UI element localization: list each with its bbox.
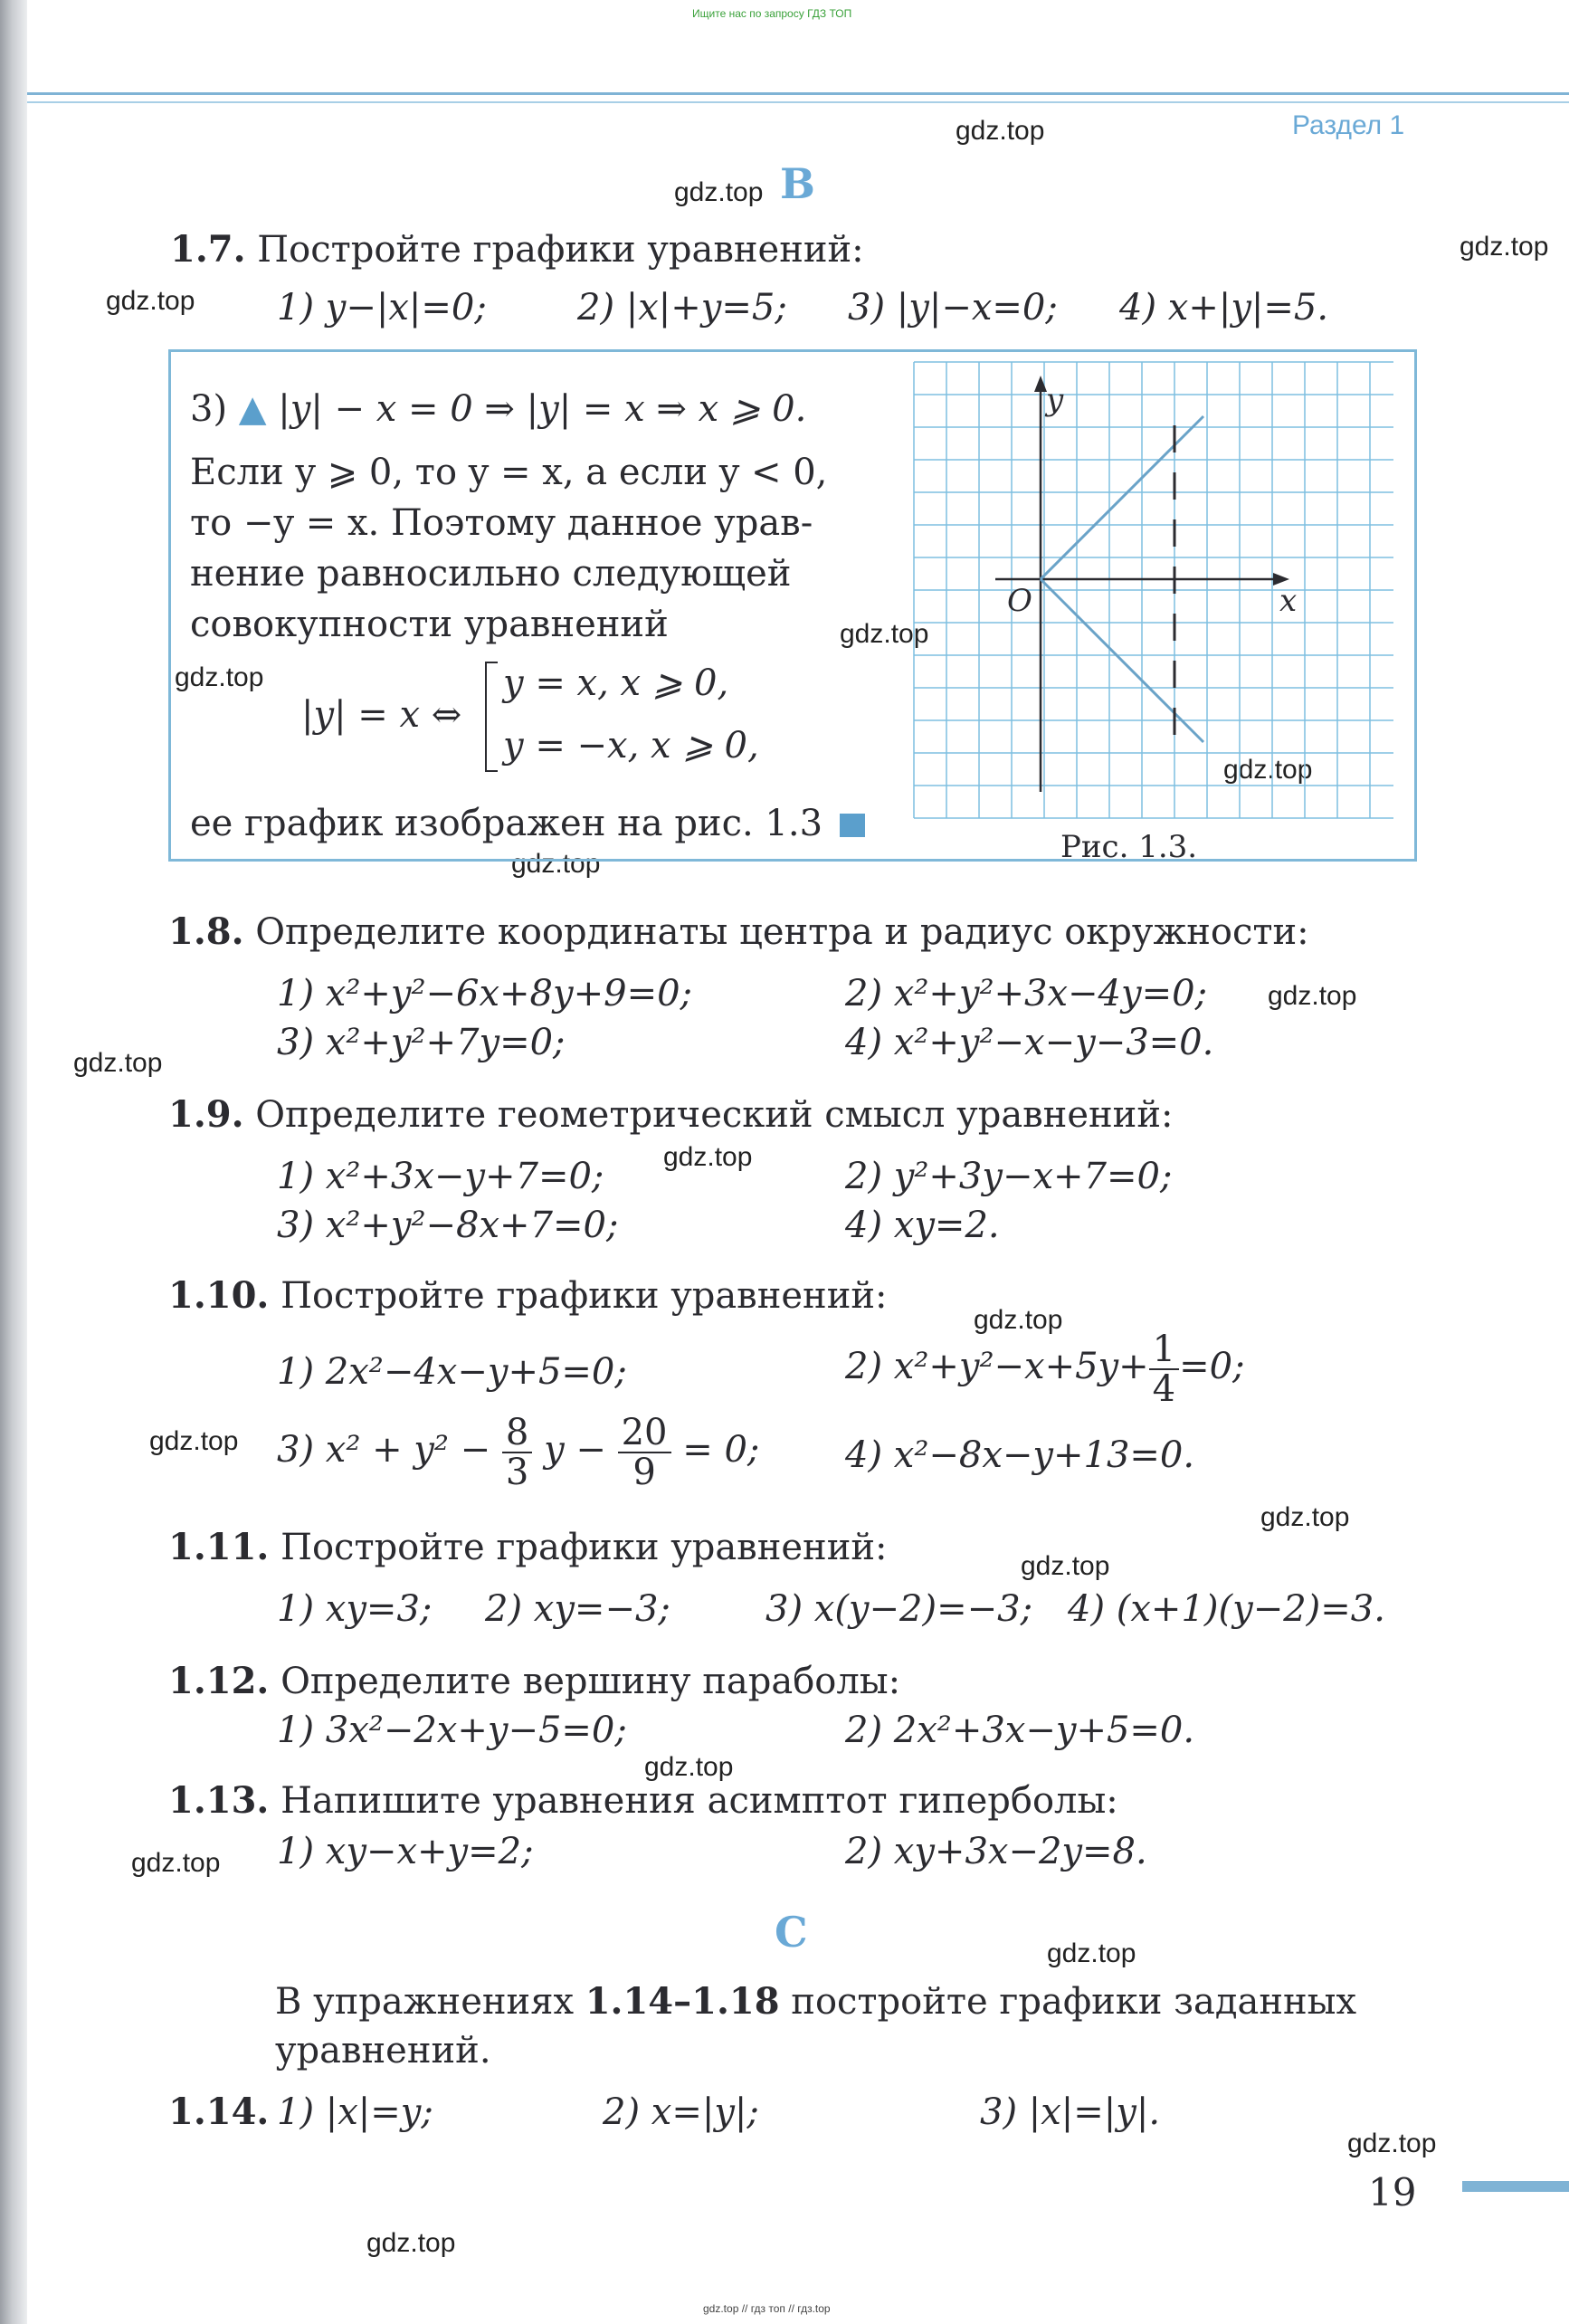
exercise-1-14-number: 1.14. (168, 2091, 270, 2133)
watermark: gdz.top (73, 1048, 163, 1078)
ex-1-10-item-3: 3) x² + y² − $\frac{8}{3}$ y − $\frac{20}{9}$ = 0; (277, 1412, 760, 1493)
exercise-title: Постройте графики уравнений: (257, 229, 864, 271)
solution-conclusion: ее график изображен на рис. 1.3 (190, 805, 865, 842)
watermark: gdz.top (175, 662, 264, 692)
fig-origin-label: O (1007, 583, 1032, 619)
top-note: Ищите нас по запросу ГДЗ ТОП (692, 7, 852, 20)
exercise-1-13-heading: 1.13. Напишите уравнения асимптот гиперболы: (168, 1779, 1118, 1822)
exercise-1-10-heading: 1.10. Постройте графики уравнений: (168, 1274, 888, 1317)
ex-1-9-item-2: 2) y²+3y−x+7=0; (845, 1156, 1173, 1197)
header-rule-thin (27, 101, 1569, 103)
watermark: gdz.top (1268, 981, 1357, 1011)
fraction: $\frac{20}{9}$ (618, 1414, 671, 1491)
fig-axis-y-label: y (1046, 382, 1064, 418)
watermark: gdz.top (974, 1305, 1063, 1335)
ex-1-7-item-4: 4) x+|y|=5. (1119, 287, 1329, 329)
section-c-heading: C (775, 1908, 808, 1957)
header-rule (27, 92, 1569, 95)
solution-line-1: 3) ▲ |y| − x = 0 ⇒ |y| = x ⇒ x ⩾ 0. (190, 388, 807, 430)
ex-1-8-item-2: 2) x²+y²+3x−4y=0; (845, 973, 1208, 1014)
ex-1-14-item-3: 3) |x|=|y|. (980, 2091, 1161, 2133)
y-axis-arrow (1034, 376, 1047, 392)
system-bracket (485, 662, 498, 772)
ex-1-7-item-1: 1) y−|x|=0; (277, 287, 487, 329)
ex-1-7-item-3: 3) |y|−x=0; (848, 287, 1058, 329)
watermark: gdz.top (1260, 1502, 1350, 1532)
grid (914, 362, 1393, 818)
ex-1-12-item-1: 1) 3x²−2x+y−5=0; (277, 1710, 627, 1751)
watermark: gdz.top (674, 177, 764, 207)
system-left: |y| = x ⇔ (301, 694, 462, 736)
watermark: gdz.top (106, 286, 195, 316)
ex-1-9-item-4: 4) xy=2. (845, 1205, 1000, 1246)
watermark: gdz.top (1347, 2129, 1437, 2158)
exercise-1-12-heading: 1.12. Определите вершину параболы: (168, 1660, 901, 1702)
exercise-1-7-heading (170, 228, 864, 271)
ex-1-14-item-1: 1) |x|=y; (277, 2091, 433, 2133)
ex-1-10-item-1: 1) 2x²−4x−y+5=0; (277, 1351, 627, 1393)
solution-line-2: Если y ⩾ 0, то y = x, а если y < 0, (190, 452, 828, 493)
watermark: gdz.top (131, 1848, 221, 1878)
figure-caption: Рис. 1.3. (1060, 829, 1198, 865)
exercise-1-8-heading: 1.8. Определите координаты центра и радиус окружности: (168, 910, 1309, 953)
fig-axis-x-label: x (1279, 583, 1298, 619)
watermark: gdz.top (663, 1142, 753, 1172)
ex-1-11-item-3: 3) x(y−2)=−3; (765, 1588, 1033, 1630)
section-b-heading: B (780, 159, 815, 208)
end-square-icon (840, 814, 865, 837)
watermark: gdz.top (1021, 1551, 1110, 1581)
ex-1-11-item-1: 1) xy=3; (277, 1588, 433, 1630)
figure-1-3-graph (905, 353, 1412, 824)
graph-branch-upper (1041, 416, 1203, 579)
ex-1-8-item-1: 1) x²+y²−6x+8y+9=0; (277, 973, 693, 1014)
watermark: gdz.top (1460, 232, 1549, 262)
ex-1-9-item-3: 3) x²+y²−8x+7=0; (277, 1205, 619, 1246)
ex-1-11-item-4: 4) (x+1)(y−2)=3. (1068, 1588, 1385, 1630)
ex-1-11-item-2: 2) xy=−3; (485, 1588, 670, 1630)
fraction: $\frac{8}{3}$ (502, 1414, 532, 1491)
watermark: gdz.top (644, 1752, 734, 1782)
ex-1-10-item-2: 2) x²+y²−x+5y+ $\frac{1}{4}$ =0; (845, 1329, 1245, 1410)
ex-1-13-item-1: 1) xy−x+y=2; (277, 1831, 534, 1872)
ex-1-10-item-4: 4) x²−8x−y+13=0. (845, 1434, 1195, 1476)
fraction: $\frac{1}{4}$ (1149, 1330, 1179, 1408)
solution-line-3: то −y = x. Поэтому данное урав- (190, 502, 813, 544)
bottom-note: gdz.top // гдз топ // гдз.top (703, 2302, 831, 2315)
system-eq-2: y = −x, x ⩾ 0, (503, 725, 759, 767)
ex-1-12-item-2: 2) 2x²+3x−y+5=0. (845, 1710, 1195, 1751)
system-eq-1: y = x, x ⩾ 0, (503, 662, 729, 704)
page-number-bar (1462, 2181, 1569, 2192)
ex-1-14-item-2: 2) x=|y|; (603, 2091, 759, 2133)
section-label: Раздел 1 (1292, 110, 1405, 140)
ex-1-8-item-3: 3) x²+y²+7y=0; (277, 1022, 566, 1063)
solution-line-5: совокупности уравнений (190, 604, 669, 645)
ex-1-9-item-1: 1) x²+3x−y+7=0; (277, 1156, 604, 1197)
exercise-1-11-heading: 1.11. Постройте графики уравнений: (168, 1526, 888, 1568)
exercise-1-9-heading: 1.9. Определите геометрический смысл уравнений: (168, 1093, 1174, 1136)
watermark: gdz.top (366, 2228, 456, 2258)
solution-line-4: нение равносильно следующей (190, 553, 792, 595)
graph-branch-lower (1041, 579, 1203, 742)
watermark: gdz.top (1047, 1938, 1136, 1968)
ex-1-7-item-2: 2) |x|+y=5; (577, 287, 787, 329)
ex-1-8-item-4: 4) x²+y²−x−y−3=0. (845, 1022, 1214, 1063)
page-number: 19 (1368, 2170, 1417, 2214)
watermark: gdz.top (1223, 755, 1313, 785)
section-c-intro-line-2: уравнений. (275, 2030, 491, 2072)
exercise-number: 1.7. (170, 228, 246, 271)
ex-1-13-item-2: 2) xy+3x−2y=8. (845, 1831, 1147, 1872)
watermark: gdz.top (956, 116, 1045, 146)
watermark: gdz.top (511, 849, 601, 879)
watermark: gdz.top (149, 1426, 239, 1456)
watermark: gdz.top (840, 619, 929, 649)
book-spine (0, 0, 27, 2324)
triangle-marker-icon: ▲ (238, 388, 267, 430)
section-c-intro: В упражнениях 1.14–1.18 постройте графики заданных (275, 1980, 1357, 2023)
